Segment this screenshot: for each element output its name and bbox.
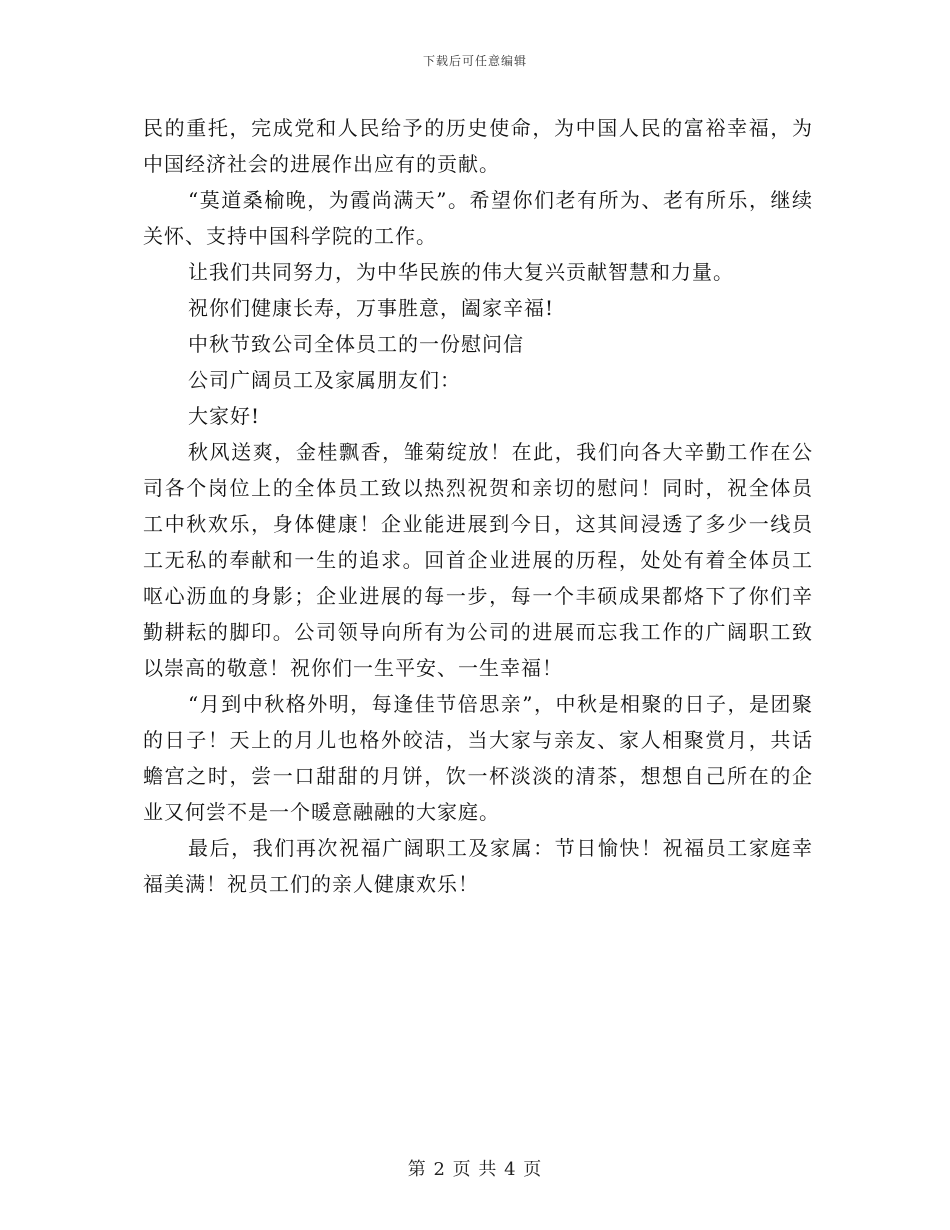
document-body — [143, 110, 813, 902]
page-header: 下载后可任意编辑 — [422, 54, 527, 68]
greeting: 大家好! — [188, 404, 261, 428]
paragraph: 让我们共同努力，为中华民族的伟大复兴贡献智慧和力量。 — [188, 260, 734, 284]
letter-title: 中秋节致公司全体员工的一份慰问信 — [188, 332, 524, 356]
paragraph: 秋风送爽，金桂飘香，雏菊绽放！在此，我们向各大辛勤工作在公司各个岗位上的全体员工致以热烈祝贺和亲切的慰问！同时，祝全体员工中秋欢乐，身体健康！企业能进展到今日，这其间浸透了多少一线员工无私的奉献和一生的追求。回首企业进展的历程，处处有着全体员工呕心沥血的身影；企业进展的每一步，每一个丰硕成果都烙下了你们辛勤耕耘的脚印。公司领导向所有为公司的进展而忘我工作的广阔职工致以崇高的敬意！祝你们一生平安、一生幸福！ — [143, 440, 813, 680]
paragraph: “月到中秋格外明，每逢佳节倍思亲”，中秋是相聚的日子，是团聚的日子！天上的月儿也格外皎洁，当大家与亲友、家人相聚赏月，共话蟾宫之时，尝一口甜甜的月饼，饮一杯淡淡的清茶，想想自己所在的企业又何尝不是一个暖意融融的大家庭。 — [143, 692, 813, 824]
paragraph: 祝你们健康长寿，万事胜意，阖家辛福! — [188, 296, 555, 320]
page-number: 第 2 页 共 4 页 — [407, 1159, 543, 1180]
paragraph: 民的重托，完成党和人民给予的历史使命，为中国人民的富裕幸福，为中国经济社会的进展作出应有的贡献。 — [143, 116, 813, 176]
paragraph: “莫道桑榆晚，为霞尚满天”。希望你们老有所为、老有所乐，继续关怀、支持中国科学院的工作。 — [143, 188, 813, 248]
salutation: 公司广阔员工及家属朋友们： — [188, 368, 461, 392]
closing-paragraph: 最后，我们再次祝福广阔职工及家属：节日愉快！祝福员工家庭幸福美满！祝员工们的亲人健康欢乐！ — [143, 836, 813, 896]
